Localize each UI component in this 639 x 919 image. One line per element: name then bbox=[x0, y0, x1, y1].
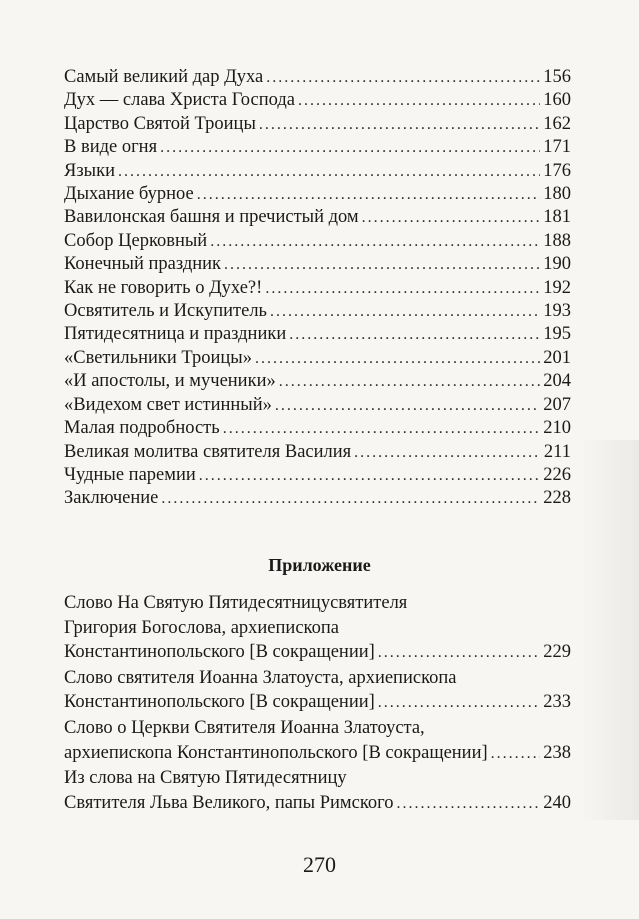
toc-entry bbox=[64, 300, 571, 323]
dot-leader bbox=[378, 641, 540, 666]
toc-entry-title: «И апостолы, и мученики» bbox=[64, 371, 276, 392]
dot-leader bbox=[255, 347, 540, 370]
toc-entry-page: 181 bbox=[543, 207, 571, 228]
appendix-entry-line: Григория Богослова, архиепископа bbox=[64, 617, 339, 638]
dot-leader bbox=[161, 487, 540, 510]
appendix-entry-line: Слово На Святую Пятидесятницусвятителя bbox=[64, 593, 408, 613]
appendix-entry-last-line bbox=[64, 690, 571, 716]
toc-entry-page: 188 bbox=[543, 230, 571, 251]
dot-leader bbox=[354, 441, 541, 464]
toc-entry-page: 226 bbox=[543, 464, 571, 485]
appendix-entry-last-line bbox=[64, 791, 571, 817]
toc-entry-title: Вавилонская башня и пречистый дом bbox=[64, 207, 359, 228]
toc-entry-page: 204 bbox=[543, 371, 571, 392]
toc-entry bbox=[64, 206, 571, 229]
toc-entry bbox=[64, 136, 571, 159]
toc-entry bbox=[64, 253, 571, 276]
appendix-entry-page: 233 bbox=[543, 692, 571, 713]
dot-leader bbox=[275, 394, 540, 417]
toc-entry bbox=[64, 160, 571, 183]
page-number: 270 bbox=[303, 852, 336, 877]
dot-leader bbox=[491, 742, 541, 767]
dot-leader bbox=[266, 66, 540, 89]
toc-entry-title: Малая подробность bbox=[64, 418, 220, 439]
appendix-entry-title: Константинопольского [В сокращении] bbox=[64, 692, 375, 713]
toc-entry-page: 190 bbox=[543, 254, 571, 275]
appendix-entry-line: Слово святителя Иоанна Златоуста, архиепископа bbox=[64, 667, 457, 688]
toc-entry-title: Дыхание бурное bbox=[64, 184, 194, 205]
toc-entry-title: Пятидесятница и праздники bbox=[64, 324, 287, 345]
dot-leader bbox=[397, 792, 541, 817]
appendix-entry-page: 229 bbox=[543, 642, 571, 663]
toc-entry bbox=[64, 394, 571, 417]
toc-entry-title: Заключение bbox=[64, 488, 159, 509]
toc-entry-title: Самый великий дар Духа bbox=[64, 67, 264, 87]
toc-entry bbox=[64, 464, 571, 487]
dot-leader bbox=[265, 277, 540, 300]
toc-entry-page: 160 bbox=[543, 90, 571, 111]
appendix-entry-title: Святителя Льва Великого, папы Римского bbox=[64, 792, 394, 813]
dot-leader bbox=[224, 253, 540, 276]
appendix-entry-last-line bbox=[64, 640, 571, 666]
toc-entry bbox=[64, 230, 571, 253]
toc-entry-page: 162 bbox=[543, 113, 571, 134]
toc-entry bbox=[64, 323, 571, 346]
appendix-entry-page: 240 bbox=[543, 792, 571, 813]
toc-entry-page: 176 bbox=[543, 160, 571, 181]
toc-entry bbox=[64, 441, 571, 464]
show-through-shadow bbox=[579, 440, 639, 820]
toc-entry-page: 171 bbox=[543, 137, 571, 158]
dot-leader bbox=[259, 113, 540, 136]
appendix-entry-line: Из слова на Святую Пятидесятницу bbox=[64, 768, 347, 789]
dot-leader bbox=[160, 136, 540, 159]
appendix-entry-last-line bbox=[64, 741, 571, 767]
dot-leader bbox=[298, 89, 540, 112]
appendix-entry-title: Константинопольского [В сокращении] bbox=[64, 642, 375, 663]
dot-leader bbox=[279, 370, 541, 393]
toc-entry-page: 193 bbox=[543, 301, 571, 322]
toc-entry bbox=[64, 370, 571, 393]
toc-entry-title: Конечный праздник bbox=[64, 254, 222, 275]
dot-leader bbox=[210, 230, 540, 253]
toc-entry-title: Царство Святой Троицы bbox=[64, 113, 256, 134]
toc-entry-page: 180 bbox=[543, 184, 571, 205]
dot-leader bbox=[197, 183, 541, 206]
toc-entry bbox=[64, 417, 571, 440]
toc-entry bbox=[64, 89, 571, 112]
toc-entry-title: «Видехом свет истинный» bbox=[64, 394, 272, 415]
toc-entry-page: 192 bbox=[543, 277, 571, 298]
toc-entry-page: 210 bbox=[543, 418, 571, 439]
dot-leader bbox=[378, 691, 540, 716]
toc-entry-title: Освятитель и Искупитель bbox=[64, 301, 267, 322]
toc-entry bbox=[64, 277, 571, 300]
appendix-entry-title: архиепископа Константинопольского [В сокращении] bbox=[64, 742, 488, 763]
appendix-entry bbox=[64, 716, 571, 766]
dot-leader bbox=[223, 417, 541, 440]
toc-entry-title: «Светильники Троицы» bbox=[64, 347, 252, 368]
dot-leader bbox=[289, 323, 540, 346]
toc-entry-page: 228 bbox=[543, 488, 571, 509]
toc-entry-title: Дух — слава Христа Господа bbox=[64, 90, 295, 111]
toc-entry-page: 156 bbox=[543, 67, 571, 87]
toc-entry-title: Как не говорить о Духе?! bbox=[64, 277, 263, 298]
toc-entry bbox=[64, 487, 571, 510]
toc-entry-title: Собор Церковный bbox=[64, 230, 208, 251]
toc-entry-page: 201 bbox=[543, 347, 571, 368]
toc-entry bbox=[64, 347, 571, 370]
dot-leader bbox=[118, 160, 540, 183]
appendix-entry-page: 238 bbox=[543, 742, 571, 763]
toc-entry-page: 211 bbox=[543, 441, 571, 462]
appendix-contents bbox=[64, 591, 571, 816]
toc-entry-title: В виде огня bbox=[64, 137, 158, 158]
dot-leader bbox=[199, 464, 540, 487]
dot-leader bbox=[270, 300, 540, 323]
appendix-entry bbox=[64, 591, 571, 666]
appendix-entry bbox=[64, 666, 571, 716]
table-of-contents bbox=[64, 66, 571, 511]
toc-entry bbox=[64, 183, 571, 206]
toc-entry bbox=[64, 66, 571, 89]
toc-entry-title: Языки bbox=[64, 160, 115, 181]
toc-entry-title: Великая молитва святителя Василия bbox=[64, 441, 352, 462]
dot-leader bbox=[362, 206, 541, 229]
toc-entry bbox=[64, 113, 571, 136]
toc-entry-title: Чудные паремии bbox=[64, 464, 196, 485]
appendix-entry bbox=[64, 766, 571, 816]
toc-entry-page: 195 bbox=[543, 324, 571, 345]
appendix-heading: Приложение bbox=[268, 555, 371, 575]
appendix-entry-line: Слово о Церкви Святителя Иоанна Златоуста, bbox=[64, 717, 425, 738]
toc-entry-page: 207 bbox=[543, 394, 571, 415]
